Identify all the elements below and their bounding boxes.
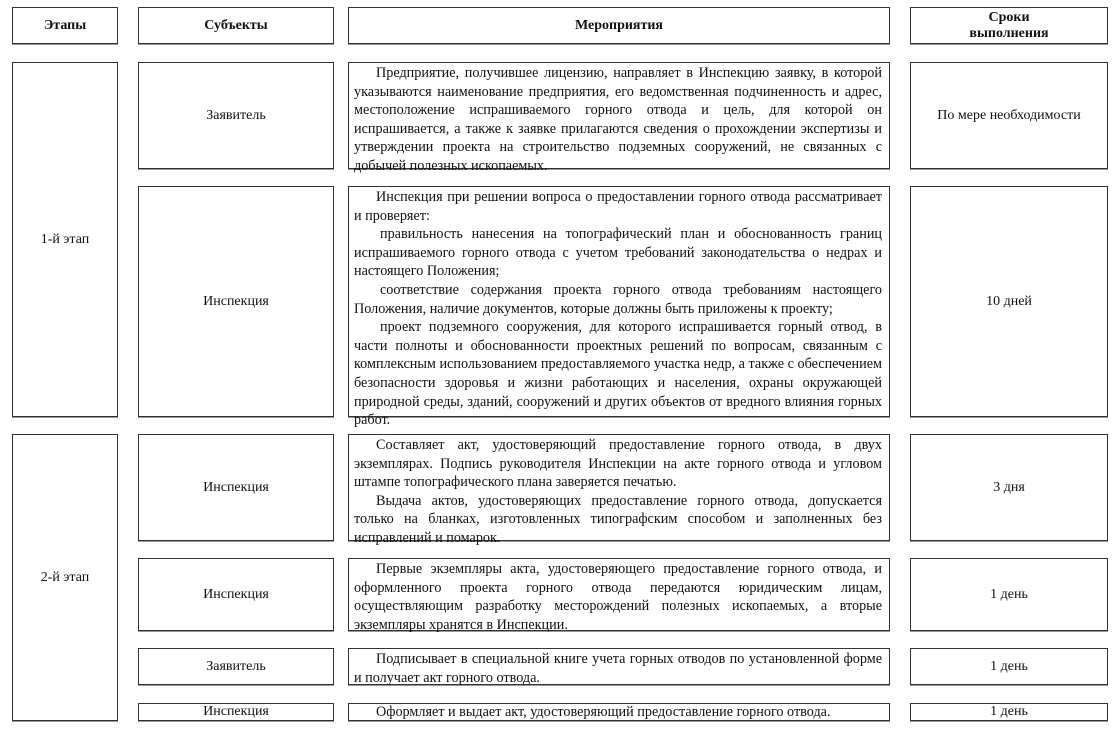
deadline-label: 1 день bbox=[990, 586, 1028, 602]
activity-cell bbox=[348, 648, 890, 685]
stage-1-cell bbox=[12, 62, 118, 417]
activity-paragraph: соответствие содержания проекта горного отвода требованиям настоящего Положения, наличие документов, которые должны быть приложены к проекту; bbox=[354, 281, 882, 317]
deadline-label: По мере необходимости bbox=[937, 107, 1081, 123]
subject-label: Инспекция bbox=[203, 479, 269, 495]
stage-1-label: 1-й этап bbox=[40, 231, 90, 247]
subject-cell bbox=[138, 434, 334, 541]
header-deadlines-line1: Сроки bbox=[988, 9, 1030, 25]
subject-label: Заявитель bbox=[206, 658, 266, 674]
activity-paragraph: Составляет акт, удостоверяющий предоставление горного отвода, в двух экземплярах. Подпись руководителя Инспекции на акте горного отвода и угловом штампе топографического плана заверяется печатью. bbox=[354, 437, 882, 491]
deadline-cell bbox=[910, 648, 1108, 685]
header-subjects bbox=[138, 7, 334, 44]
subject-cell bbox=[138, 558, 334, 631]
header-stages-label: Этапы bbox=[43, 17, 87, 33]
deadline-cell bbox=[910, 558, 1108, 631]
subject-label: Инспекция bbox=[203, 293, 269, 309]
subject-label: Инспекция bbox=[203, 704, 269, 719]
subject-cell bbox=[138, 62, 334, 169]
subject-cell bbox=[138, 648, 334, 685]
activity-paragraph: правильность нанесения на топографический план и обоснованность границ испрашиваемого горного отвода с учетом требований законодательства о недрах и настоящего Положения; bbox=[354, 226, 882, 280]
header-deadlines-line2: выполнения bbox=[969, 25, 1049, 41]
activity-paragraph: Оформляет и выдает акт, удостоверяющий предоставление горного отвода. bbox=[376, 704, 831, 720]
stage-2-label: 2-й этап bbox=[40, 569, 90, 585]
subject-label: Заявитель bbox=[206, 107, 266, 123]
subject-cell bbox=[138, 703, 334, 721]
subject-label: Инспекция bbox=[203, 586, 269, 602]
stage-2-cell bbox=[12, 434, 118, 721]
activity-cell bbox=[348, 62, 890, 174]
deadline-label: 1 день bbox=[990, 704, 1028, 719]
activity-cell bbox=[348, 703, 890, 721]
activity-cell bbox=[348, 434, 890, 546]
header-subjects-label: Субъекты bbox=[204, 17, 268, 33]
activity-paragraph: Первые экземпляры акта, удостоверяющего предоставление горного отвода, и оформленного проекта горного отвода передаются юридическим лицам, осуществляющим разработку месторождений полезных ископаемых, а вторые экземпляры хранятся в Инспекции. bbox=[354, 561, 882, 633]
header-activities bbox=[348, 7, 890, 44]
activity-cell bbox=[348, 186, 890, 429]
header-activities-label: Мероприятия bbox=[574, 17, 664, 33]
activity-paragraph: Инспекция при решении вопроса о предоставлении горного отвода рассматривает и проверяет: bbox=[354, 189, 882, 224]
activity-paragraph: Предприятие, получившее лицензию, направляет в Инспекцию заявку, в которой указываются наименование предприятия, его ведомственная подчиненность и адрес, местоположение испрашиваемого горного отвода и цель, для которой он испрашивается, а также к заявке прилагаются сведения о прохождении экспертизы и утверждении проекта на строительство подземных сооружений, не связанных с добычей полезных ископаемых. bbox=[354, 65, 882, 174]
subject-cell bbox=[138, 186, 334, 417]
deadline-cell bbox=[910, 62, 1108, 169]
deadline-cell bbox=[910, 703, 1108, 721]
deadline-label: 1 день bbox=[990, 658, 1028, 674]
header-stages bbox=[12, 7, 118, 44]
activity-paragraph: Выдача актов, удостоверяющих предоставление горного отвода, допускается только на бланках, изготовленных типографским способом и заполненных без исправлений и помарок. bbox=[354, 492, 882, 546]
activity-cell bbox=[348, 558, 890, 631]
header-deadlines bbox=[910, 7, 1108, 44]
activity-paragraph: Подписывает в специальной книге учета горных отводов по установленной форме и получает акт горного отвода. bbox=[354, 651, 882, 686]
deadline-label: 10 дней bbox=[986, 293, 1032, 309]
activity-paragraph: проект подземного сооружения, для которого испрашивается горный отвод, в части полноты и обоснованности проектных решений по вопросам, связанным с комплексным использованием предоставляемого участка недр, а также с обеспечением безопасности здоровья и жизни работающих и населения, охраны окружающей природной среды, зданий, сооружений и других объектов от вредного влияния горных работ. bbox=[354, 319, 882, 429]
deadline-label: 3 дня bbox=[993, 479, 1025, 495]
deadline-cell bbox=[910, 186, 1108, 417]
deadline-cell bbox=[910, 434, 1108, 541]
